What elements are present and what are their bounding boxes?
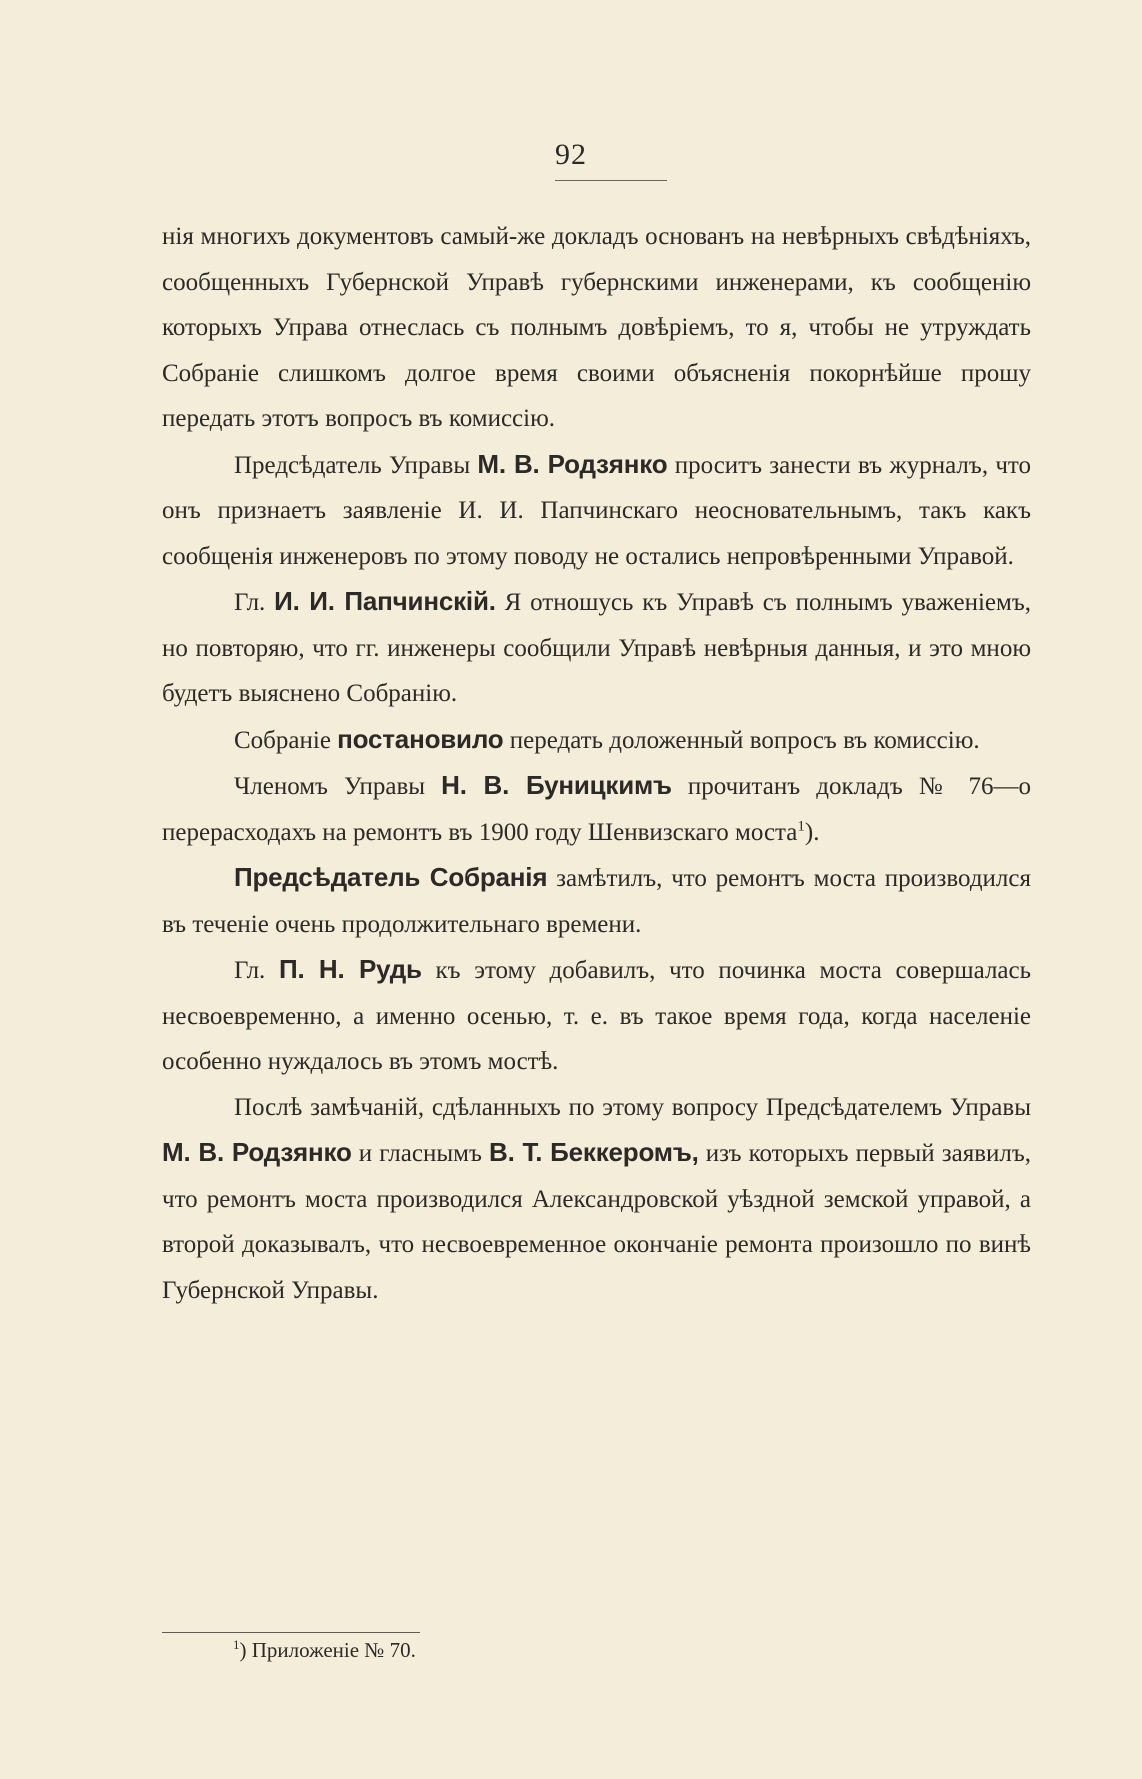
footnote-reference: 1: [797, 818, 805, 835]
paragraph-tail: ).: [804, 818, 820, 846]
speaker-name: М. В. Родзянко: [477, 448, 668, 479]
paragraph-1: [162, 214, 1031, 442]
paragraph-prefix: Гл.: [234, 957, 266, 984]
speaker-name: П. Н. Рудь: [278, 954, 422, 984]
paragraph-8: [162, 1085, 1031, 1314]
paragraph-prefix: Гл.: [234, 589, 266, 616]
speaker-name: Предсѣдатель Собранія: [234, 862, 548, 892]
paragraph-text: замѣтилъ, что ремонтъ моста производился въ теченіе очень продолжительнаго времени.: [162, 865, 1031, 938]
paragraph-prefix: Предсѣдатель Управы: [234, 451, 471, 479]
paragraph-7: [162, 947, 1031, 1085]
paragraph-4: [162, 717, 1031, 764]
speaker-name: И. И. Папчинскій.: [274, 586, 496, 616]
footnote-text: ) Приложеніе № 70.: [239, 1638, 416, 1662]
paragraph-mid: и гласнымъ: [358, 1140, 482, 1167]
paragraph-text: изъ которыхъ первый заявилъ, что ремонтъ моста производился Александровской уѣздной земской управой, а второй доказывалъ, что несвоевременное окончаніе ремонта произошло по винѣ Губернской Управы.: [162, 1140, 1032, 1304]
speaker-name: М. В. Родзянко: [162, 1137, 352, 1167]
footnote: [233, 1635, 416, 1665]
speaker-name: Н. В. Буницкимъ: [441, 770, 672, 800]
paragraph-text: проситъ занести въ журналъ, что онъ признаетъ заявленіе И. И. Папчинскаго неосновательнымъ, такъ какъ сообщенія инженеровъ по этому поводу не остались непровѣренными Управой.: [162, 451, 1032, 570]
footnote-rule: [162, 1632, 420, 1633]
paragraph-2: [162, 442, 1031, 580]
page-number: 92: [555, 138, 587, 171]
footnote-mark: 1: [233, 1637, 240, 1652]
paragraph-prefix: Послѣ замѣчаній, сдѣланныхъ по этому вопросу Предсѣдателемъ Управы: [234, 1093, 1031, 1121]
paragraph-5: [162, 763, 1031, 855]
page-number-rule: [555, 180, 667, 181]
paragraph-text: къ этому добавилъ, что починка моста совершалась несвоевременно, а именно осенью, т. е. въ такое время года, когда населеніе особенно нуждалось въ этомъ мостѣ.: [162, 957, 1032, 1075]
paragraph-6: [162, 855, 1031, 947]
paragraph-text: нія многихъ документовъ самый-же докладъ основанъ на невѣрныхъ свѣдѣніяхъ, сообщенныхъ Губернской Управѣ губернскими инженерами, къ сообщенію которыхъ Управа отнеслась съ полнымъ довѣріемъ, то я, чтобы не утруждать Собраніе слишкомъ долгое время своими объясненія покорнѣйше прошу передать этотъ вопросъ въ комиссію.: [162, 223, 1031, 432]
resolution-word: постановило: [337, 723, 504, 754]
paragraph-prefix: Собраніе: [234, 726, 331, 754]
speaker-name-2: В. Т. Беккеромъ,: [489, 1137, 699, 1167]
paragraph-text: прочитанъ докладъ № 76—о перерасходахъ на ремонтъ въ 1900 году Шенвизскаго моста: [162, 773, 1032, 846]
paragraph-3: [162, 579, 1031, 717]
body-text: [162, 214, 1031, 1313]
paragraph-text: передать доложенный вопросъ въ комиссію.: [509, 726, 980, 754]
paragraph-text: Я отношусь къ Управѣ съ полнымъ уваженіемъ, но повторяю, что гг. инженеры сообщили Управѣ невѣрныя данныя, и это мною будетъ выяснено Собранію.: [162, 589, 1031, 707]
paragraph-prefix: Членомъ Управы: [234, 773, 426, 800]
